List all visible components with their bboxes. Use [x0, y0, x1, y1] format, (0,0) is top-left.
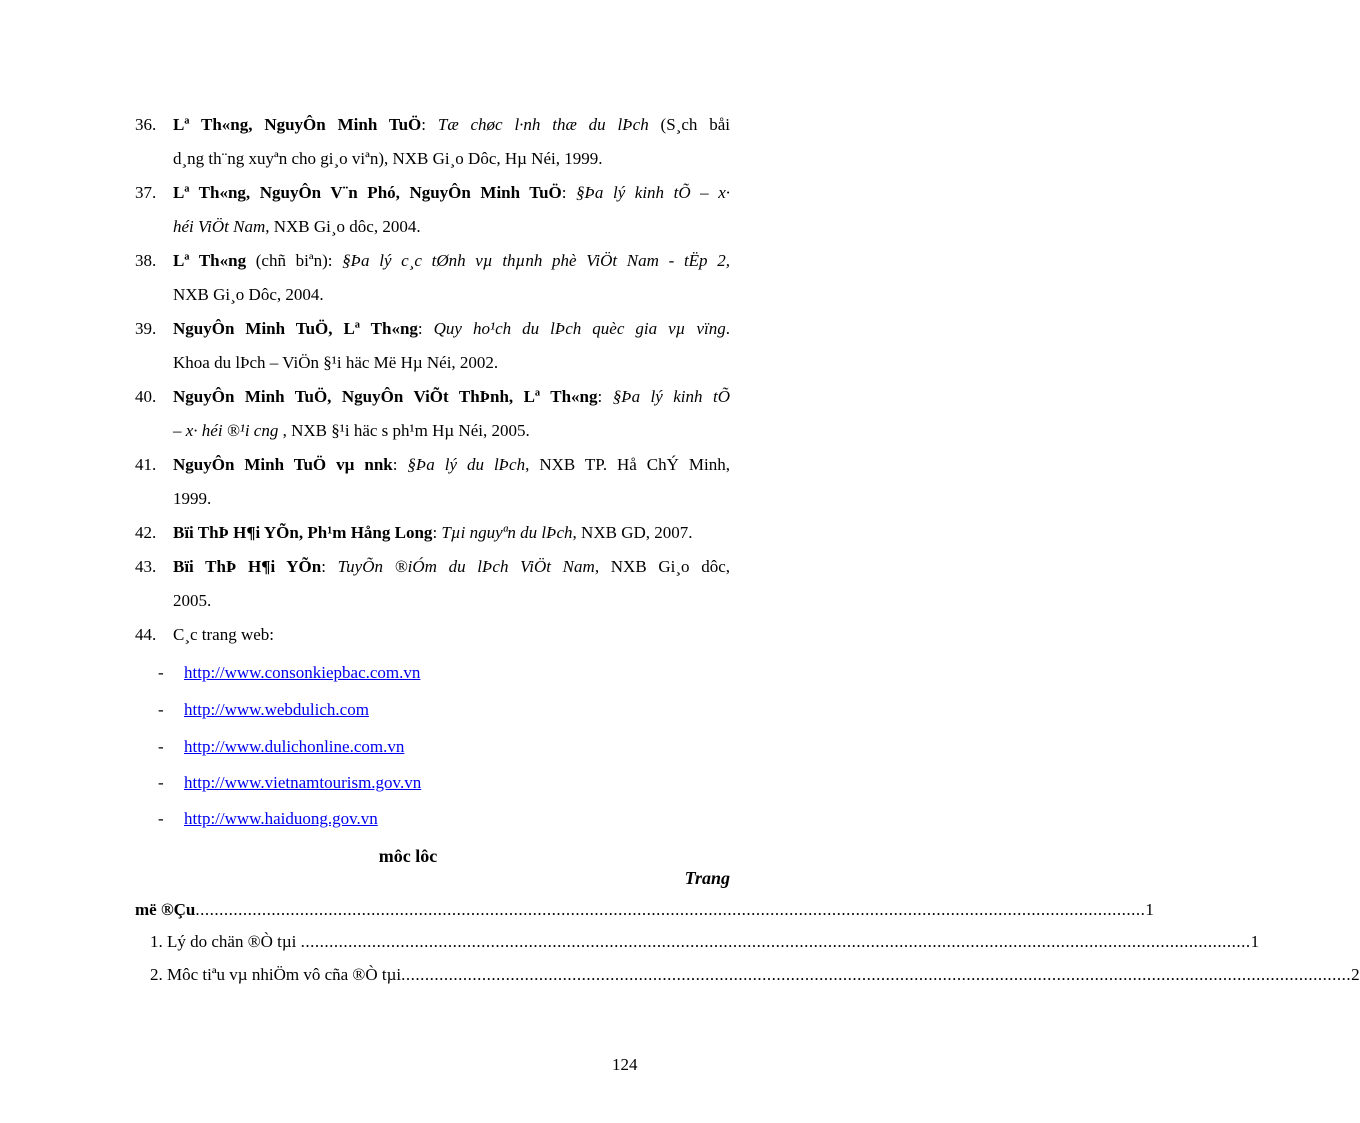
toc-title: môc lôc	[378, 846, 438, 866]
toc-leader-dots: ........................................................................................................................................................................................................	[300, 932, 1251, 951]
reference-text: 1999.	[173, 489, 212, 508]
reference-text: :	[432, 523, 442, 542]
reference-line	[173, 176, 730, 210]
reference-text: , NXB Gi¸o dôc,	[594, 557, 731, 576]
reference-text: C¸c trang web:	[173, 625, 275, 644]
reference-text: Khoa du lÞch – ViÖn §¹i häc Më Hµ Néi, 2002.	[173, 353, 499, 372]
reference-item	[135, 176, 730, 244]
website-list-item	[158, 700, 369, 722]
reference-title: §Þa lý kinh tÕ – x·	[576, 183, 730, 202]
reference-line	[173, 210, 730, 244]
reference-number: 40.	[135, 387, 157, 406]
reference-title: héi ViÖt Nam	[173, 217, 266, 236]
website-list-item	[158, 773, 421, 795]
reference-title: TuyÕn ®iÓm du lÞch ViÖt Nam	[337, 557, 595, 576]
reference-line	[173, 448, 730, 482]
reference-number: 43.	[135, 557, 157, 576]
toc-entry-label: 2. Môc tiªu vµ nhiÖm vô cña ®Ò tµi	[150, 965, 402, 984]
website-list-item	[158, 737, 404, 759]
reference-line	[173, 312, 730, 346]
reference-text: :	[417, 319, 434, 338]
toc-leader-dots: ........................................................................................................................................................................................................	[195, 900, 1146, 919]
website-link[interactable]: http://www.dulichonline.com.vn	[184, 737, 405, 756]
reference-title: §Þa lý c¸c tØnh vµ thµnh phè ViÖt Nam - tËp 2,	[342, 251, 730, 270]
reference-line	[173, 278, 730, 312]
page-number: 124	[612, 1055, 638, 1074]
reference-number: 44.	[135, 625, 157, 644]
website-link[interactable]: http://www.webdulich.com	[184, 700, 369, 719]
bullet-dash: -	[158, 809, 164, 828]
reference-text: :	[561, 183, 577, 202]
reference-text: :	[597, 387, 613, 406]
bullet-dash: -	[158, 663, 164, 682]
reference-authors: NguyÔn Minh TuÖ, Lª Th«ng	[173, 319, 418, 338]
reference-line	[173, 414, 730, 448]
reference-title: Tæ chøc l·nh thæ du lÞch	[437, 115, 649, 134]
website-list-item	[158, 809, 378, 831]
reference-authors: Lª Th«ng	[173, 251, 247, 270]
reference-line	[173, 584, 730, 618]
website-link[interactable]: http://www.consonkiepbac.com.vn	[184, 663, 421, 682]
reference-text: , NXB GD, 2007.	[572, 523, 693, 542]
reference-title: Quy ho¹ch du lÞch quèc gia vµ vïng	[433, 319, 726, 338]
reference-authors: Lª Th«ng, NguyÔn Minh TuÖ	[173, 115, 422, 134]
reference-title: Tµi nguyªn du lÞch	[441, 523, 573, 542]
website-link[interactable]: http://www.haiduong.gov.vn	[184, 809, 378, 828]
reference-text: :	[392, 455, 408, 474]
reference-item	[135, 448, 730, 516]
reference-text: , NXB TP. Hå ChÝ Minh,	[525, 455, 730, 474]
reference-line	[173, 482, 730, 516]
reference-text: :	[421, 115, 438, 134]
reference-text: :	[321, 557, 338, 576]
reference-line	[173, 244, 730, 278]
reference-item	[135, 380, 730, 448]
reference-line	[173, 550, 730, 584]
reference-text: 2005.	[173, 591, 212, 610]
reference-line	[173, 516, 730, 550]
toc-entry-page: 1	[1145, 900, 1154, 919]
reference-text: (S¸ch båi	[648, 115, 730, 134]
reference-item	[135, 516, 730, 550]
reference-text: , NXB Gi¸o dôc, 2004.	[265, 217, 421, 236]
bullet-dash: -	[158, 700, 164, 719]
reference-line	[173, 618, 730, 652]
reference-line	[173, 380, 730, 414]
bullet-dash: -	[158, 773, 164, 792]
toc-leader-dots: ........................................................................................................................................................................................................	[401, 965, 1352, 984]
reference-number: 39.	[135, 319, 157, 338]
reference-number: 41.	[135, 455, 157, 474]
reference-number: 36.	[135, 115, 157, 134]
bullet-dash: -	[158, 737, 164, 756]
toc-entry-label: 1. Lý do chän ®Ò tµi	[150, 932, 301, 951]
reference-text: , NXB §¹i häc s ph¹m Hµ Néi, 2005.	[282, 421, 530, 440]
reference-number: 37.	[135, 183, 157, 202]
toc-entry[interactable]	[135, 900, 1154, 920]
reference-authors: NguyÔn Minh TuÖ, NguyÔn ViÕt ThÞnh, Lª Th«ng	[173, 387, 598, 406]
reference-title: §Þa lý kinh tÕ	[612, 387, 730, 406]
reference-number: 42.	[135, 523, 157, 542]
toc-entry[interactable]	[150, 932, 1260, 952]
toc-entry[interactable]	[150, 965, 1360, 985]
toc-page-column-label: Trang	[684, 868, 730, 888]
reference-text: (chñ biªn):	[246, 251, 343, 270]
reference-authors: Bïi ThÞ H¶i YÕn	[173, 557, 322, 576]
website-list-item	[158, 663, 420, 685]
reference-item	[135, 312, 730, 380]
reference-line	[173, 346, 730, 380]
website-link[interactable]: http://www.vietnamtourism.gov.vn	[184, 773, 422, 792]
reference-title: – x· héi ®¹i cng	[173, 421, 283, 440]
reference-authors: NguyÔn Minh TuÖ vµ nnk	[173, 455, 393, 474]
toc-entry-page: 1	[1250, 932, 1260, 951]
reference-item	[135, 244, 730, 312]
reference-line	[173, 142, 730, 176]
reference-text: NXB Gi¸o Dôc, 2004.	[173, 285, 324, 304]
reference-item	[135, 550, 730, 618]
reference-item	[135, 108, 730, 176]
reference-authors: Lª Th«ng, NguyÔn V¨n Phó, NguyÔn Minh TuÖ	[173, 183, 562, 202]
toc-entry-label: më ®Çu	[135, 900, 196, 919]
reference-item	[135, 618, 730, 652]
reference-line	[173, 108, 730, 142]
reference-text: d¸ng th¨ng xuyªn cho gi¸o viªn), NXB Gi¸o Dôc, Hµ Néi, 1999.	[173, 149, 603, 168]
toc-entry-page: 2	[1351, 965, 1360, 984]
reference-number: 38.	[135, 251, 157, 270]
reference-text: .	[725, 319, 730, 338]
reference-title: §Þa lý du lÞch	[407, 455, 526, 474]
reference-authors: Bïi ThÞ H¶i YÕn, Ph¹m Hång Long	[173, 523, 433, 542]
